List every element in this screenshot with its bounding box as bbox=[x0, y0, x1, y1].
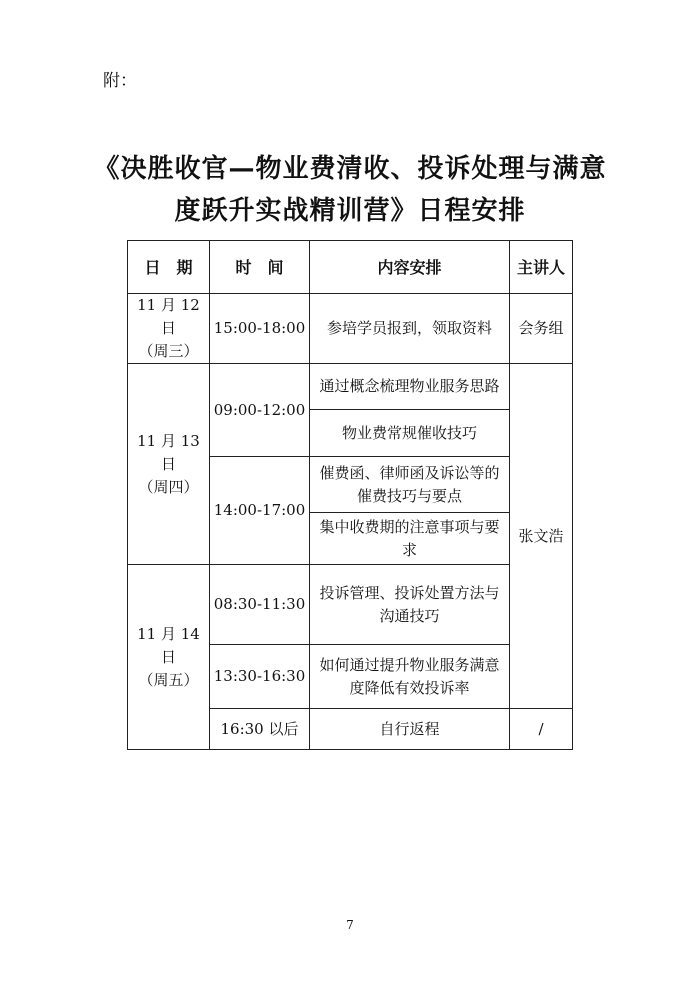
date-text: 11 月 14 日 bbox=[137, 624, 200, 666]
header-speaker: 主讲人 bbox=[510, 241, 573, 294]
content-cell: 通过概念梳理物业服务思路 bbox=[310, 364, 510, 410]
weekday-text: （周三） bbox=[138, 342, 199, 360]
time-cell: 09:00-12:00 bbox=[210, 364, 310, 457]
table-row bbox=[128, 565, 573, 645]
content-cell: 物业费常规催收技巧 bbox=[310, 410, 510, 457]
content-cell: 投诉管理、投诉处置方法与沟通技巧 bbox=[310, 565, 510, 645]
table-row bbox=[128, 294, 573, 364]
date-text: 11 月 13 日 bbox=[137, 431, 200, 473]
content-cell: 参培学员报到，领取资料 bbox=[310, 294, 510, 364]
content-cell: 如何通过提升物业服务满意度降低有效投诉率 bbox=[310, 645, 510, 709]
time-cell: 08:30-11:30 bbox=[210, 565, 310, 645]
date-cell bbox=[128, 294, 210, 364]
weekday-text: （周五） bbox=[138, 670, 199, 689]
header-content: 内容安排 bbox=[310, 241, 510, 294]
attachment-label: 附： bbox=[103, 71, 137, 91]
document-title-line-1: 《决胜收官—物业费清收、投诉处理与满意 bbox=[93, 154, 607, 184]
content-cell: 集中收费期的注意事项与要求 bbox=[310, 513, 510, 565]
header-date: 日 期 bbox=[128, 241, 210, 294]
header-time: 时 间 bbox=[210, 241, 310, 294]
time-cell: 15:00-18:00 bbox=[210, 294, 310, 364]
schedule-table bbox=[127, 240, 573, 750]
time-cell: 14:00-17:00 bbox=[210, 457, 310, 565]
date-text: 11 月 12 日 bbox=[137, 296, 200, 337]
content-cell: 催费函、律师函及诉讼等的催费技巧与要点 bbox=[310, 457, 510, 513]
date-cell bbox=[128, 364, 210, 565]
speaker-cell: / bbox=[510, 709, 573, 750]
weekday-text: （周四） bbox=[138, 477, 199, 496]
table-header-row bbox=[128, 241, 573, 294]
date-cell bbox=[128, 565, 210, 750]
speaker-cell: 会务组 bbox=[510, 294, 573, 364]
document-title-line-2: 度跃升实战精训营》日程安排 bbox=[174, 196, 526, 226]
time-cell: 16:30 以后 bbox=[210, 709, 310, 750]
page-number: 7 bbox=[346, 918, 354, 932]
speaker-cell: 张文浩 bbox=[510, 364, 573, 709]
time-cell: 13:30-16:30 bbox=[210, 645, 310, 709]
table-row bbox=[128, 364, 573, 410]
content-cell: 自行返程 bbox=[310, 709, 510, 750]
